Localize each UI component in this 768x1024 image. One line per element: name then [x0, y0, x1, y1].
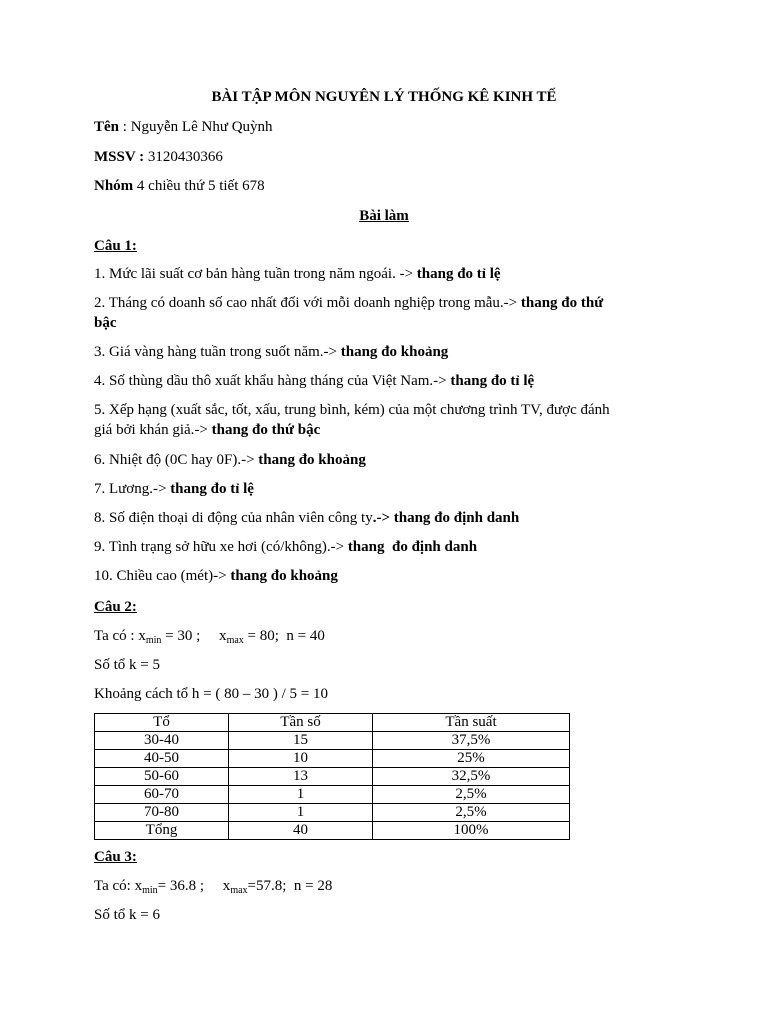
table-cell: 13 — [229, 768, 373, 786]
question-3-label: Câu 3: — [94, 849, 137, 865]
q1-item-answer: thang đo tỉ lệ — [416, 266, 501, 282]
frequency-table — [94, 713, 570, 840]
q1-item — [94, 342, 448, 362]
q3-given-line — [94, 876, 332, 896]
q1-item — [94, 450, 366, 470]
q2-text: = 80; n = 40 — [243, 628, 325, 644]
q1-item-text: 1. Mức lãi suất cơ bản hàng tuần trong năm ngoái. -> — [94, 266, 417, 282]
id-label: MSSV : — [94, 149, 145, 165]
q3-text: =57.8; n = 28 — [247, 878, 333, 894]
q1-item-text: 7. Lương.-> — [94, 481, 171, 497]
q1-item-text: 5. Xếp hạng (xuất sắc, tốt, xấu, trung bình, kém) của một chương trình TV, được đánh — [94, 402, 610, 418]
q1-item — [94, 400, 610, 420]
q1-item — [94, 371, 534, 391]
q1-item-answer: thang đo tỉ lệ — [450, 373, 535, 389]
q1-item-answer: bậc — [94, 315, 117, 331]
q1-item-text: 8. Số điện thoại di động của nhân viên công ty — [94, 510, 373, 526]
q1-item — [94, 537, 477, 557]
table-cell: 2,5% — [373, 804, 570, 822]
table-cell: 10 — [229, 750, 373, 768]
table-cell: Tổng — [95, 822, 229, 840]
q1-item-answer: thang đo thứ bậc — [211, 422, 321, 438]
table-row — [95, 750, 570, 768]
table-cell: 1 — [229, 786, 373, 804]
q2-given-line — [94, 626, 325, 646]
name-separator: : — [119, 119, 131, 135]
name-label: Tên — [94, 119, 120, 135]
table-row — [95, 732, 570, 750]
q1-item — [94, 566, 338, 586]
table-cell: 40 — [229, 822, 373, 840]
table-cell: 30-40 — [95, 732, 229, 750]
q1-item-continuation — [94, 420, 320, 440]
subscript-min: min — [142, 885, 158, 896]
table-row — [95, 768, 570, 786]
student-id-line — [94, 147, 223, 167]
q1-item-text: 6. Nhiệt độ (0C hay 0F).-> — [94, 452, 259, 468]
q3-group-count: Số tổ k = 6 — [94, 907, 160, 923]
q1-item-text: 10. Chiều cao (mét)-> — [94, 568, 231, 584]
q1-item-text: 2. Tháng có doanh số cao nhất đối với mỗi doanh nghiệp trong mẫu.-> — [94, 295, 521, 311]
question-2-label: Câu 2: — [94, 599, 137, 615]
q1-item-answer: thang đo thứ — [520, 295, 604, 311]
student-group: 4 chiều thứ 5 tiết 678 — [133, 178, 265, 194]
section-heading: Bài làm — [359, 208, 409, 224]
table-row — [95, 786, 570, 804]
table-row — [95, 804, 570, 822]
q1-item-continuation — [94, 313, 117, 333]
q1-item-answer: thang đo khoảng — [230, 568, 338, 584]
q2-text: Ta có : x — [94, 628, 146, 644]
q1-item-answer: thang đo tỉ lệ — [170, 481, 254, 497]
table-cell: 70-80 — [95, 804, 229, 822]
table-cell: 50-60 — [95, 768, 229, 786]
q1-item-answer: thang đo định danh — [390, 510, 520, 526]
q1-item-answer: thang đo định danh — [347, 539, 478, 555]
table-header-cell: Tổ — [95, 714, 229, 732]
table-cell: 1 — [229, 804, 373, 822]
q1-item-answer: thang đo khoảng — [258, 452, 366, 468]
table-cell: 60-70 — [95, 786, 229, 804]
group-label: Nhóm — [94, 178, 134, 194]
q1-item — [94, 508, 519, 528]
subscript-min: min — [145, 635, 162, 646]
q2-text: = 30 ; x — [161, 628, 227, 644]
q1-item-text: giá bởi khán giả.-> — [94, 422, 212, 438]
table-total-row — [95, 822, 570, 840]
table-header-cell: Tần số — [229, 714, 373, 732]
q1-item-arrow: .-> — [372, 510, 390, 526]
q1-item — [94, 293, 603, 313]
q1-item — [94, 264, 501, 284]
student-id: 3120430366 — [144, 149, 223, 165]
table-cell: 15 — [229, 732, 373, 750]
table-header-row — [95, 714, 570, 732]
table-cell: 25% — [373, 750, 570, 768]
student-group-line — [94, 176, 265, 196]
q3-text: Ta có: x — [94, 878, 143, 894]
q3-text: = 36.8 ; x — [157, 878, 231, 894]
student-name: Nguyễn Lê Như Quỳnh — [130, 119, 273, 135]
document-title: BÀI TẬP MÔN NGUYÊN LÝ THỐNG KÊ KINH TẾ — [211, 89, 557, 105]
table-header-cell: Tần suất — [373, 714, 570, 732]
q1-item-text: 9. Tình trạng sở hữu xe hơi (có/không).-> — [94, 539, 348, 555]
q1-item-text: 4. Số thùng dầu thô xuất khẩu hàng tháng của Việt Nam.-> — [94, 373, 451, 389]
student-name-line — [94, 117, 273, 137]
q2-class-width: Khoảng cách tổ h = ( 80 – 30 ) / 5 = 10 — [94, 686, 328, 702]
q2-group-count: Số tổ k = 5 — [94, 657, 160, 673]
table-cell: 100% — [373, 822, 570, 840]
table-cell: 32,5% — [373, 768, 570, 786]
table-cell: 40-50 — [95, 750, 229, 768]
subscript-max: max — [230, 885, 248, 896]
q1-item-text: 3. Giá vàng hàng tuần trong suốt năm.-> — [94, 344, 341, 360]
table-cell: 2,5% — [373, 786, 570, 804]
subscript-max: max — [226, 635, 244, 646]
question-1-label: Câu 1: — [94, 238, 137, 254]
q1-item-answer: thang đo khoảng — [340, 344, 449, 360]
q1-item — [94, 479, 254, 499]
table-cell: 37,5% — [373, 732, 570, 750]
